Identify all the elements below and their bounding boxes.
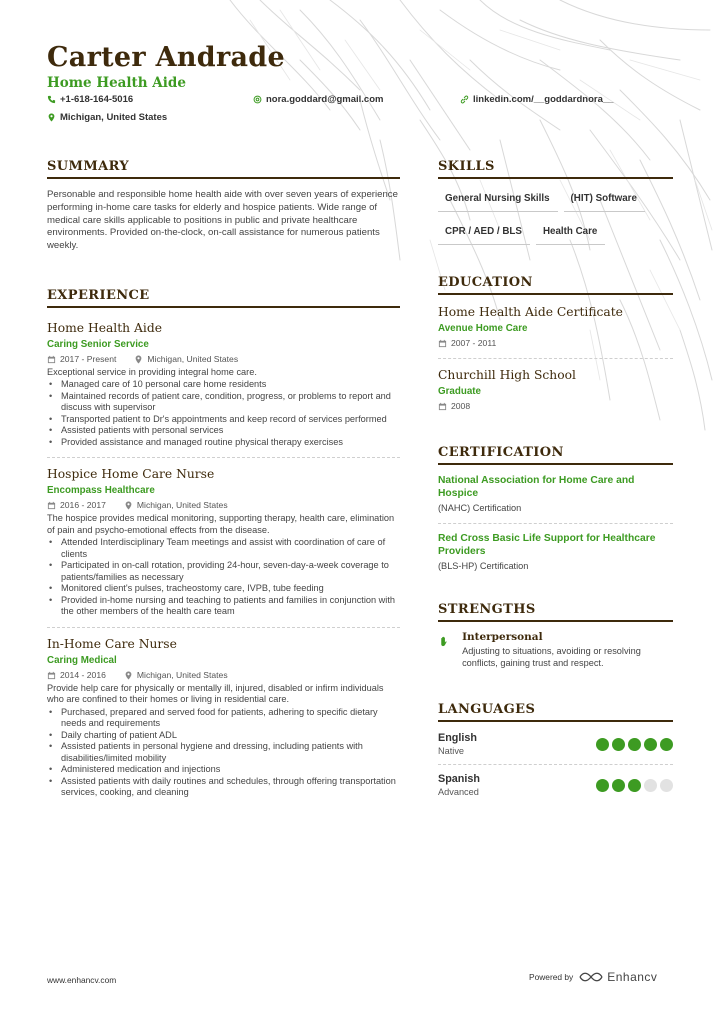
languages-section [438,702,673,803]
job-bullet: • Assisted patients with personal services [47,425,400,437]
divider [47,627,400,628]
strength-name: Interpersonal [462,631,543,643]
divider [438,523,673,524]
certification-name: National Association for Home Care and Hospice [438,475,635,499]
calendar-icon [438,339,447,348]
right-column [438,159,673,803]
rating-dot-filled [596,779,609,792]
job-company: Encompass Healthcare [47,485,155,497]
language-rating [596,779,673,792]
language-name: English [438,732,477,744]
job-location: Michigan, United States [147,353,239,364]
job-description: Exceptional service in providing integral home care. [47,366,257,377]
linkedin-contact[interactable] [460,94,613,105]
education-entry [438,367,673,412]
job-dates: 2016 - 2017 [60,500,106,511]
skill-tag: Health Care [536,220,605,245]
experience-section [47,288,400,799]
powered-by-label: Powered by [529,972,574,982]
calendar-icon [47,501,56,510]
education-dates: 2007 - 2011 [451,338,497,348]
rating-dot-empty [644,779,657,792]
phone-icon [47,95,56,104]
language-item [438,726,673,762]
job-meta [47,500,400,511]
resume-header [47,42,687,128]
location-pin-icon [134,355,143,364]
education-school: Avenue Home Care [438,323,528,334]
skills-section [438,159,673,245]
job-bullet: • Provided in-home nursing and teaching to patients and families in conjunction with the other members of the health care team [47,595,400,618]
experience-heading: EXPERIENCE [47,288,400,308]
job-title: Hospice Home Care Nurse [47,467,215,482]
language-name: Spanish [438,773,480,785]
education-section [438,275,673,412]
job-bullet: • Purchased, prepared and served food for patients, adhering to specific dietary needs and requirements [47,707,400,730]
skill-tag: CPR / AED / BLS [438,220,530,245]
rating-dot-filled [612,738,625,751]
job-bullet: • Assisted patients in personal hygiene and dressing, including patients with disabilities/limited mobility [47,741,400,764]
job-bullets [47,379,400,448]
job-bullet: • Participated in on-call rotation, providing 24-hour, seven-day-a-week coverage to patients/families as necessary [47,560,400,583]
certification-section [438,445,673,572]
rating-dot-filled [660,738,673,751]
certification-sub: (NAHC) Certification [438,503,522,513]
rating-dot-filled [628,738,641,751]
certification-heading: CERTIFICATION [438,445,673,465]
rating-dot-filled [644,738,657,751]
education-meta [438,401,673,412]
education-dates: 2008 [451,401,471,411]
language-level: Native [438,746,465,756]
skill-tag: General Nursing Skills [438,187,558,212]
strengths-heading: STRENGTHS [438,602,673,622]
job-title: Home Health Aide [47,320,162,335]
enhancv-logo[interactable] [579,970,657,984]
job-bullet: • Transported patient to Dr's appointments and keep record of services performed [47,414,400,426]
divider [438,358,673,359]
linkedin-text: linkedin.com/__goddardnora__ [473,94,614,105]
location-pin-icon [124,501,133,510]
contact-row-1 [47,94,687,110]
languages-heading: LANGUAGES [438,702,673,722]
education-school: Graduate [438,386,482,397]
divider [47,457,400,458]
education-entry [438,304,673,349]
education-degree: Churchill High School [438,368,576,382]
education-degree: Home Health Aide Certificate [438,305,623,319]
education-heading: EDUCATION [438,275,673,295]
candidate-role: Home Health Aide [47,75,186,91]
link-icon [460,95,469,104]
calendar-icon [47,671,56,680]
job-bullets [47,537,400,618]
job-company: Caring Medical [47,654,117,666]
hand-icon [438,632,451,652]
job-meta [47,354,400,365]
divider [438,764,673,765]
language-rating [596,738,673,751]
job-title: In-Home Care Nurse [47,636,177,651]
job-bullets [47,707,400,799]
language-level: Advanced [438,787,479,797]
job-bullet: • Assisted patients with daily routines and schedules, through offering transportation services, cooking, and cleaning [47,776,400,799]
skill-tag: (HIT) Software [564,187,645,212]
job-description: Provide help care for physically or mentally ill, injured, disabled or infirm individuals who are confined to their homes or living in residential care. [47,682,384,705]
enhancv-brand: Enhancv [607,970,658,984]
rating-dot-filled [612,779,625,792]
rating-dot-empty [660,779,673,792]
footer-branding [529,970,657,984]
email-text: nora.goddard@gmail.com [266,94,384,105]
job-location: Michigan, United States [136,669,228,680]
summary-section [47,159,400,253]
strength-item [438,630,673,669]
candidate-name: Carter Andrade [47,42,285,73]
job-dates: 2014 - 2016 [60,669,106,680]
enhancv-logo-icon [579,971,603,983]
location-pin-icon [124,671,133,680]
job-bullet: • Monitored client's pulses, tracheostomy care, IVPB, tube feeding [47,583,400,595]
calendar-icon [438,402,447,411]
certification-entry [438,532,673,572]
certification-entry [438,474,673,514]
footer-website[interactable]: www.enhancv.com [47,975,117,985]
job-bullet: • Administered medication and injections [47,764,400,776]
left-column [47,159,400,799]
job-bullet: • Maintained records of patient care, condition, progress, or problems to report and discuss with supervisor [47,391,400,414]
strengths-section [438,602,673,669]
certification-sub: (BLS-HP) Certification [438,561,529,571]
job-company: Caring Senior Service [47,338,149,350]
job-entry [47,466,400,618]
phone-text: +1-618-164-5016 [60,94,134,105]
summary-heading: SUMMARY [47,159,400,179]
job-bullet: • Daily charting of patient ADL [47,730,400,742]
rating-dot-filled [628,779,641,792]
certification-name: Red Cross Basic Life Support for Healthcare Providers [438,533,656,557]
phone-contact[interactable] [47,94,133,105]
job-location: Michigan, United States [136,500,228,511]
job-entry [47,636,400,799]
strength-description: Adjusting to situations, avoiding or resolving conflicts, gaining trust and respect. [462,646,641,668]
education-meta [438,338,673,349]
contact-row-2 [47,112,687,128]
at-icon [253,95,262,104]
rating-dot-filled [596,738,609,751]
email-contact[interactable] [253,94,383,105]
language-item [438,767,673,803]
job-bullet: • Managed care of 10 personal care home residents [47,379,400,391]
job-bullet: • Provided assistance and managed routine physical therapy exercises [47,437,400,449]
job-entry [47,320,400,449]
job-dates: 2017 - Present [60,353,117,364]
location-text: Michigan, United States [60,112,168,123]
calendar-icon [47,355,56,364]
location-pin-icon [47,113,56,122]
summary-text: Personable and responsible home health aide with over seven years of experience performing in-home care tasks for elderly and hospice patients. Wide range of medical care skills applicable to positions in public and private healthcare environments. Provided on-the-clock, on-call assistance for numerous patients weekly. [47,189,398,252]
job-bullet: • Attended Interdisciplinary Team meetings and assist with coordination of care of clients [47,537,400,560]
job-description: The hospice provides medical monitoring, supporting therapy, health care, elimination of pain and psycho-emotional effects from the disease. [47,513,395,535]
skills-list [438,187,673,245]
location-contact [47,112,167,123]
skills-heading: SKILLS [438,159,673,179]
job-meta [47,670,400,681]
